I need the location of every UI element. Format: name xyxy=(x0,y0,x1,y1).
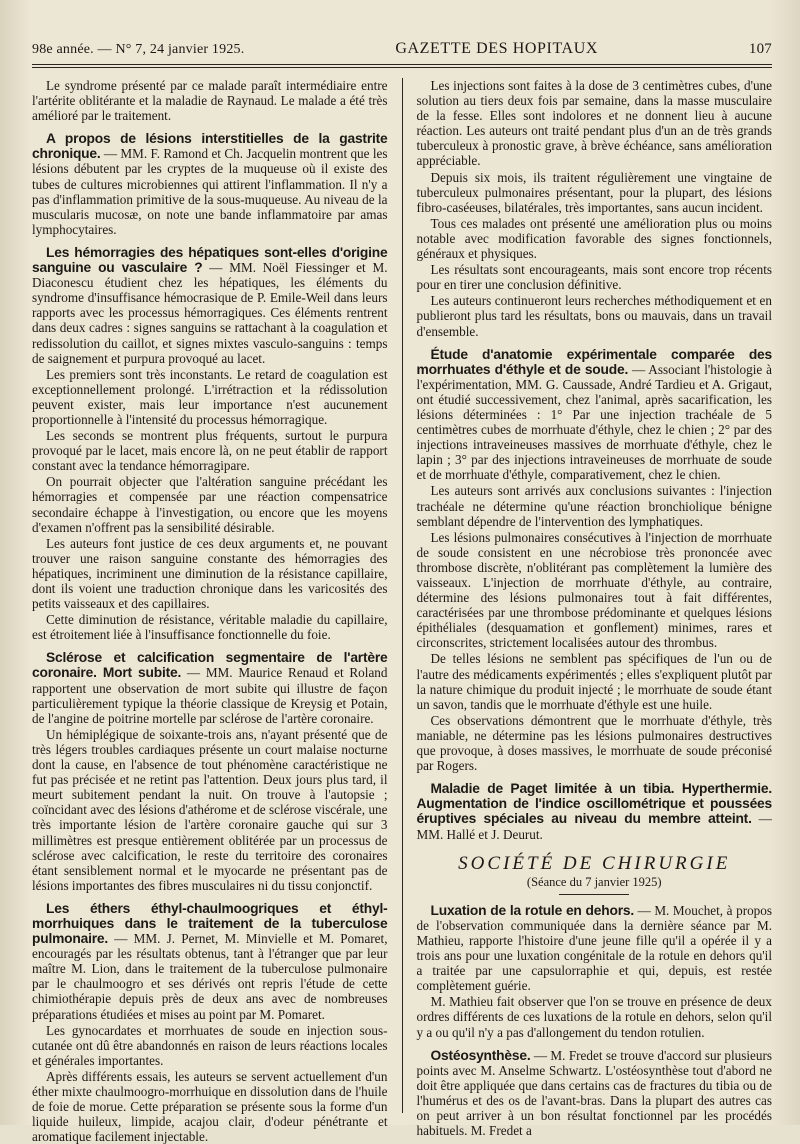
paragraph: Les auteurs sont arrivés aux conclusions suivantes : l'injection trachéale ne détermine qu'une réaction bronchiolique bénigne semblant dépendre de l'intervention des lymphatiques. xyxy=(416,483,772,529)
paragraph: Les seconds se montrent plus fréquents, surtout le purpura provoqué par le lacet, mais encore là, on ne peut établir de rapport constant avec la tendance hémorragipare. xyxy=(32,428,388,474)
article-lead xyxy=(32,650,388,725)
column-divider xyxy=(402,78,403,1113)
page-number: 107 xyxy=(748,41,772,57)
paragraph: Les auteurs continueront leurs recherches méthodiquement et en publieront plus tard les résultats, bons ou mauvais, dans un travail d'ensemble. xyxy=(416,293,772,339)
paragraph: Les lésions pulmonaires consécutives à l'injection de morrhuate de soude consistent en une nécrobiose très prononcée avec thrombose discrète, n'oblitérant pas complètement la lumière des vaisseaux. L'injection de morrhuate d'éthyle, au contraire, détermine des lésions pulmonaires tout à fait différentes, caractérisées par une thrombose prédominante et quelques lésions épithéliales (desquamation et gonflement) minimes, rares et circonscrites, strictement localisées autour des thrombus. xyxy=(416,529,772,651)
article xyxy=(417,1048,773,1139)
header-rule-double xyxy=(32,67,772,68)
issue-info: 98e année. — N° 7, 24 janvier 1925. xyxy=(32,42,245,57)
paragraph: On pourrait objecter que l'altération sanguine précédant les hémorragies et compensée par une réaction compensatrice secondaire échappe à l'investigation, ou encore que les moyens d'examen n'offrent pas la sensibilité désirable. xyxy=(32,474,388,535)
article-text: — MM. F. Ramond et Ch. Jacquelin montrent que les lésions débutent par les cryptes de la muqueuse où il existe des tubes de cultures microbiennes qui attirent l'inflammation. Il n'y a pas d'inflammation primitive de la sous-muqueuse. Au niveau de la muscularis mucosæ, on note une bande inflammatoire par amas lymphocytaires. xyxy=(32,146,388,237)
article-heading: Maladie de Paget limitée à un tibia. Hyperthermie. Augmentation de l'indice oscillométrique et poussées éruptives spéciales au niveau du membre atteint. xyxy=(416,781,772,827)
paragraph: Tous ces malades ont présenté une amélioration plus ou moins notable avec modification favorable des signes fonctionnels, généraux et physiques. xyxy=(416,215,772,262)
paragraph: Ces observations démontrent que le morrhuate d'éthyle, très maniable, ne détermine pas les lésions pulmonaires destructives que provoque, à doses massives, le morrhuate de soude préconisé par Rogers. xyxy=(416,712,772,774)
article-text: — MM. J. Pernet, M. Minvielle et M. Pomaret, encouragés par les résultats obtenus, tant à l'étranger que par leur maître M. Lion, dans le traitement de la tuberculose pulmonaire par le chaulmoogro et ses dérivés ont repris l'étude de cette chimiothérapie depuis près de deux ans avec de nombreuses préparations étudiées et mises au point par M. Pomaret. xyxy=(32,931,388,1022)
article xyxy=(417,781,773,841)
paragraph: Le syndrome présenté par ce malade paraît intermédiaire entre l'artérite oblitérante et la maladie de Raynaud. Le malade a été très amélioré par le traitement. xyxy=(32,78,388,124)
article-text: — MM. Noël Fiessinger et M. Diaconescu étudient chez les hépatiques, les éléments du syndrome d'insuffisance hémocrasique de P. Emile-Weil dans leurs rapports avec les processus hémorragiques. Ces éléments rentrent dans deux cadres : signes sanguins se rattachant à la coagulation et redissolution du caillot, et signes mixtes vasculo-sanguins : temps de saignement et purpura provoqué au lacet. xyxy=(32,260,388,366)
article-text: — MM. Maurice Renaud et Roland rapportent une observation de mort subite qui illustre de façon particulièrement typique la théorie classique de Kreysig et Potain, de l'angine de poitrine mortelle par sclérose de l'artère coronaire. xyxy=(32,665,388,726)
section-rule xyxy=(559,894,629,895)
paragraph: Depuis six mois, ils traitent régulièrement une vingtaine de tuberculeux pulmonaires présentant, pour la plupart, des lésions fibro-caséeuses, bilatérales, très importantes, sans aucun incident. xyxy=(416,169,772,215)
article-text: — Associant l'histologie à l'expérimentation, MM. G. Caussade, André Tardieu et A. Grigaut, ont étudié successivement, chez l'animal, après sacarification, les lésions déterminées : 1° Par une injection trachéale de 5 centimètres cubes de morrhuate d'éthyle, chez le chien ; 2° par des injections intraveineuses massives de morrhuate d'éthyle, chez le lapin ; 3° par des injections intraveineuses de morrhuate de soude et de morrhuate d'éthyle, comparativement, chez le chien. xyxy=(416,361,772,483)
right-column xyxy=(416,78,773,1139)
article-heading: Luxation de la rotule en dehors. xyxy=(430,902,634,918)
paragraph: De telles lésions ne semblent pas spécifiques de l'un ou de l'autre des médicaments expérimentés ; elles s'expliquent plutôt par la nature chimique du produit injecté ; le morrhuate de soude étant un savon, tandis que le morrhuate d'éthyle est une huile. xyxy=(416,651,772,712)
article-heading: Les éthers éthyl-chaulmoogriques et éthyl-morrhuiques dans le traitement de la tuberculose pulmonaire. xyxy=(32,900,388,947)
article-lead xyxy=(32,131,388,237)
article-heading: Ostéosynthèse. xyxy=(430,1047,531,1063)
article-heading: Les hémorragies des hépatiques sont-elles d'origine sanguine ou vasculaire ? xyxy=(32,244,388,276)
article xyxy=(417,852,773,895)
publication-title: GAZETTE DES HOPITAUX xyxy=(395,40,599,57)
paragraph: Les gynocardates et morrhuates de soude en injection sous-cutanée ont dû être abandonnés en raison de leurs réactions locales et générales importantes. xyxy=(32,1022,388,1068)
article xyxy=(32,78,388,123)
article-text: — M. Fredet se trouve d'accord sur plusieurs points avec M. Anselme Schwartz. L'ostéosynthèse tout d'abord ne doit être appliquée que dans certains cas de fractures du tibia ou de l'humérus et des os de l'avant-bras. Dans la plupart des autres cas on peut arriver à un bon résultat fonctionnel par les procédés habituels. M. Fredet a xyxy=(416,1047,772,1139)
article-lead xyxy=(32,901,388,1022)
session-date: (Séance du 7 janvier 1925) xyxy=(526,874,662,889)
article xyxy=(32,650,388,893)
article-authors: — MM. Hallé et J. Deurut. xyxy=(416,811,772,842)
article-lead xyxy=(417,903,773,994)
running-header xyxy=(32,40,772,58)
paragraph: Les résultats sont encourageants, mais sont encore trop récents pour en tirer une conclusion définitive. xyxy=(416,262,772,293)
article-lead xyxy=(32,245,388,366)
header-rule xyxy=(32,64,772,65)
article xyxy=(417,903,773,1040)
paragraph: Un hémiplégique de soixante-trois ans, n'ayant présenté que de très légers troubles cardiaques présente un court malaise nocturne dont la cause, en l'absence de tout phénomène caractéristique ne fut pas précisée et ne retint pas l'attention. Deux jours plus tard, il meurt subitement pendant la nuit. On trouve à l'autopsie ; coïncidant avec des lésions d'athérome et de sclérose viscérale, une très importante lésion de l'artère coronaire gauche qui sur 3 millimètres est presque entièrement oblitérée par un processus de sclérose avec calcification, le reste du territoire des coronaires étant sensiblement normal et le myocarde ne présentant pas de lésions importantes des fibres musculaires ni du tissu conjonctif. xyxy=(32,726,388,893)
article xyxy=(32,901,388,1144)
article xyxy=(417,78,773,339)
article xyxy=(32,245,388,642)
article-heading: Étude d'anatomie expérimentale comparée des morrhuates d'éthyle et de soude. xyxy=(416,346,772,377)
left-column xyxy=(32,78,388,1144)
paragraph: Les premiers sont très inconstants. Le retard de coagulation est exceptionnellement prolongé. L'irrétraction et la rédissolution peuvent exister, mais leur importance n'est aucunement proportionnelle à l'intensité du processus hémorragique. xyxy=(32,366,388,427)
paragraph: Cette diminution de résistance, véritable maladie du capillaire, est étroitement liée à l'insuffisance fonctionnelle du foie. xyxy=(32,612,388,643)
article xyxy=(32,131,388,237)
paragraph: Après différents essais, les auteurs se servent actuellement d'un éther mixte chaulmoogro-morrhuique en dissolution dans de l'huile de foie de morue. Cette préparation se présente sous la forme d'un liquide huileux, limpide, acajou clair, d'odeur pénétrante et aromatique facilement injectable. xyxy=(32,1068,388,1144)
article-text: — M. Mouchet, à propos de l'observation communiquée dans la dernière séance par M. Mathieu, rapporte l'histoire d'une jeune fille qu'il a opérée il y a trois ans pour une luxation congénitale de la rotule en dehors qu'il a traitée par une capsulorraphie et qui, depuis, est restée complètement guérie. xyxy=(416,902,772,994)
article-heading: Sclérose et calcification segmentaire de l'artère coronaire. Mort subite. xyxy=(32,650,388,681)
article-lead xyxy=(417,347,773,483)
article-lead xyxy=(417,1048,773,1139)
article xyxy=(417,347,773,774)
text-columns xyxy=(32,78,772,1144)
paragraph: M. Mathieu fait observer que l'on se trouve en présence de deux ordres différents de ces luxations de la rotule en dehors, selon qu'il y a ou qu'il n'y a pas d'allongement du tendon rotulien. xyxy=(416,994,772,1040)
article-heading: A propos de lésions interstitielles de la gastrite chronique. xyxy=(32,131,388,162)
society-heading: SOCIÉTÉ DE CHIRURGIE xyxy=(458,852,731,874)
article-lead xyxy=(417,781,773,841)
paragraph: Les auteurs font justice de ces deux arguments et, ne pouvant trouver une raison sanguine constante des hémorragies des hépatiques, incriminent une diminution de la résistance capillaire, dont ils voient une traduction chronique dans les varicosités des petits vaisseaux et des capillaires. xyxy=(32,535,388,612)
paragraph: Les injections sont faites à la dose de 3 centimètres cubes, d'une solution au tiers deux fois par semaine, dans la masse musculaire de la fesse. Elles sont indolores et ne donnent lieu à aucune réaction. Les auteurs ont traité pendant plus d'un an de très grands tuberculeux à pronostic grave, à brève échéance, sans amélioration appréciable. xyxy=(416,78,772,169)
